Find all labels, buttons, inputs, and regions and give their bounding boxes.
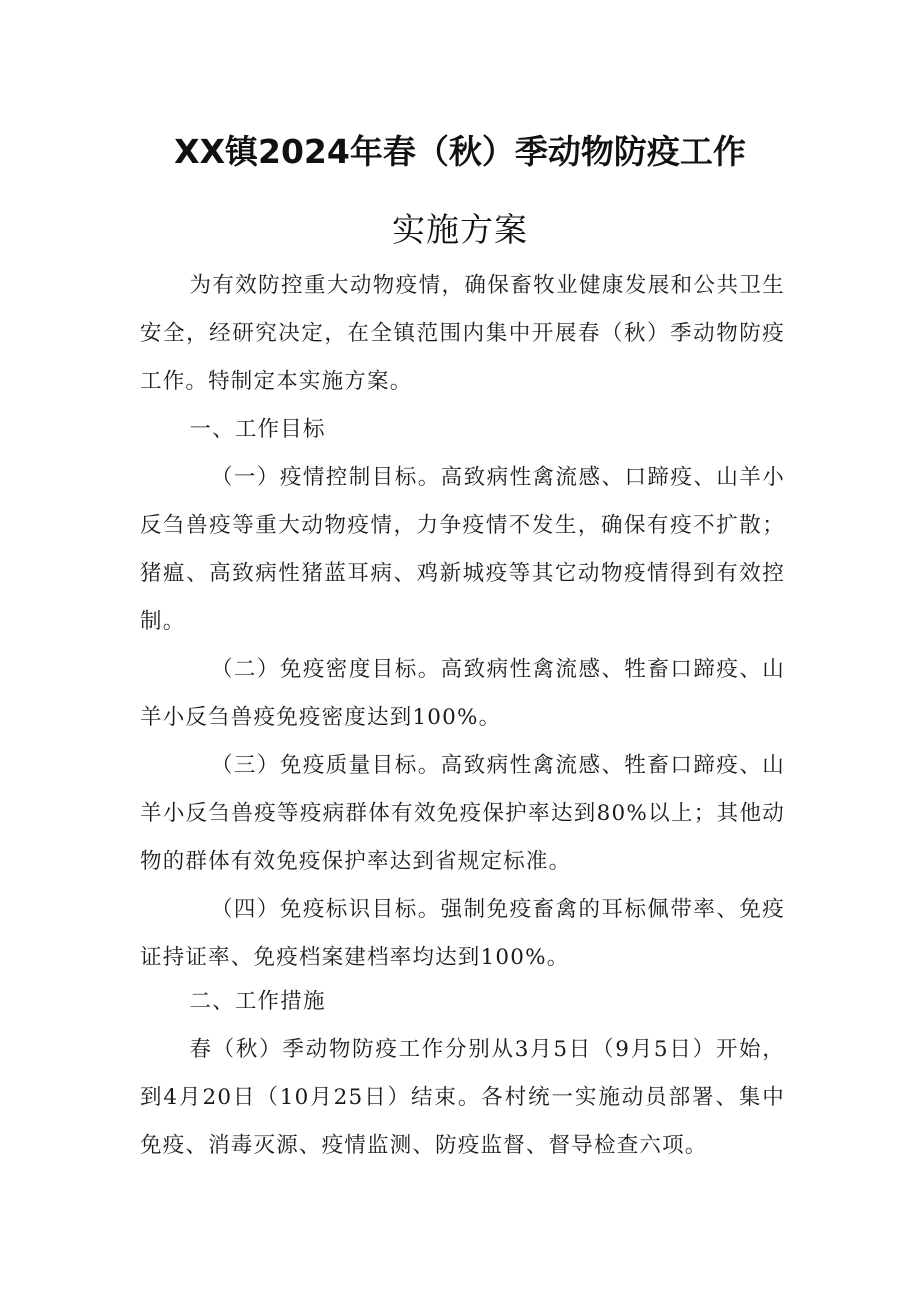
document-title-line-1: XX镇2024年春（秋）季动物防疫工作 <box>174 132 746 171</box>
goal-paragraph-4: （四）免疫标识目标。强制免疫畜禽的耳标佩带率、免疫证持证率、免疫档案建档率均达到100%。 <box>140 897 785 970</box>
intro-paragraph: 为有效防控重大动物疫情，确保畜牧业健康发展和公共卫生安全，经研究决定，在全镇范围内集中开展春（秋）季动物防疫工作。特制定本实施方案。 <box>140 273 785 394</box>
section-1-heading: 一、工作目标 <box>189 417 326 442</box>
goal-paragraph-1: （一）疫情控制目标。高致病性禽流感、口蹄疫、山羊小反刍兽疫等重大动物疫情，力争疫情不发生，确保有疫不扩散；猪瘟、高致病性猪蓝耳病、鸡新城疫等其它动物疫情得到有效控制。 <box>140 465 785 634</box>
measures-paragraph: 春（秋）季动物防疫工作分别从3月5日（9月5日）开始，到4月20日（10月25日）结束。各村统一实施动员部署、集中免疫、消毒灭源、疫情监测、防疫监督、督导检查六项。 <box>140 1037 785 1158</box>
goal-paragraph-2: （二）免疫密度目标。高致病性禽流感、牲畜口蹄疫、山羊小反刍兽疫免疫密度达到100%。 <box>140 657 785 730</box>
document-title-line-2: 实施方案 <box>392 210 528 249</box>
section-2-heading: 二、工作措施 <box>189 989 326 1014</box>
goal-paragraph-3: （三）免疫质量目标。高致病性禽流感、牲畜口蹄疫、山羊小反刍兽疫等疫病群体有效免疫保护率达到80%以上；其他动物的群体有效免疫保护率达到省规定标准。 <box>140 753 785 874</box>
